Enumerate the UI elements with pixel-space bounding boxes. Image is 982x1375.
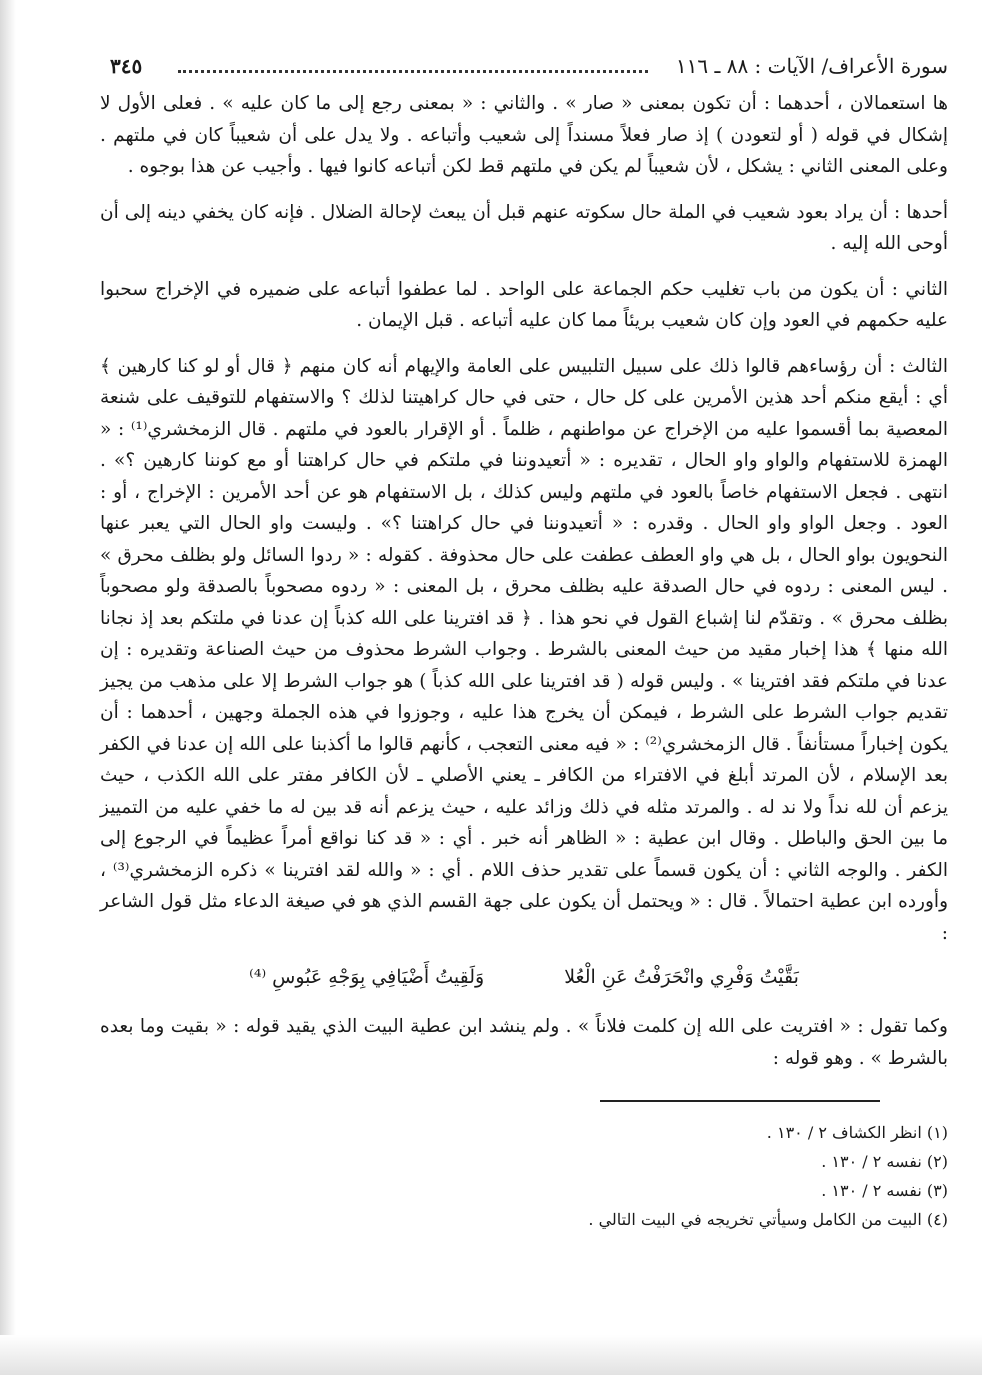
verse-right-hemistich: بَقَّيْتُ وَفْرِي وانْحَرَفْتُ عَنِ الْعُلا	[564, 966, 799, 988]
paragraph-3: الثاني : أن يكون من باب تغليب حكم الجماعة على الواحد . لما عطفوا أتباعه على ضميره في الإخراج سحبوا عليه حكمهم في العود وإن كان شعيب بريئاً مما كان عليه أتباعه . قبل الإيمان .	[100, 278, 948, 331]
paragraph-1: ها استعمالان ، أحدهما : أن تكون بمعنى « صار » . والثاني : « بمعنى رجع إلى ما كان عليه » . فعلى الأول لا إشكال في قوله ( أو لتعودن ) إذ صار فعلاً مسنداً إلى شعيب وأتباعه . ولا يدل على أن شعيباً كان في ملتهم . وعلى المعنى الثاني : يشكل ، لأن شعيباً لم يكن في ملتهم قط لكن أتباعه كانوا فيها . وأجيب عن هذا بوجوه .	[100, 93, 948, 177]
footnote-1: (١) انظر الكشاف ٢ / ١٣٠ .	[766, 1123, 948, 1142]
closing-paragraph: وكما تقول : « افتريت على الله إن كلمت فلاناً » . ولم ينشد ابن عطية البيت الذي يقيد قوله : « بقيت وما بعده بالشرط » . وهو قوله :	[100, 1016, 948, 1069]
paragraph-4: الثالث : أن رؤساءهم قالوا ذلك على سبيل التلبيس على العامة والإيهام أنه كان منهم ﴿ قال أو لو كنا كارهين ﴾ أي : أيقع منكم أحد هذين الأمرين على كل حال ، حتى في حال كراهيتنا لذلك ؟ والاستفهام للتوقيف على شنعة المعصية بما أقسموا عليه من الإخراج عن مواطنهم ، ظلماً . أو الإقرار بالعود في ملتهم . قال الزمخشري⁽¹⁾ : « الهمزة للاستفهام والواو واو الحال ، تقديره : « أتعيدوننا في ملتكم في حال كراهتنا أو مع كوننا كارهين ؟» . انتهى . فجعل الاستفهام خاصاً بالعود في ملتهم وليس كذلك ، بل الاستفهام هو عن أحد الأمرين : الإخراج ، أو : العود . وجعل الواو واو الحال . وقدره : « أتعيدوننا في حال كراهتنا ؟» . وليست واو الحال التي يعبر عنها النحويون بواو الحال ، بل هي واو العطف عطفت على حال محذوفة . كقوله : « ردوا السائل ولو بظلف محرق » . ليس المعنى : ردوه في حال الصدقة عليه بظلف محرق ، بل المعنى : « ردوه مصحوباً بالصدقة ولو مصحوباً بظلف محرق » . وتقدّم لنا إشباع القول في نحو هذا . ﴿ قد افترينا على الله كذباً إن عدنا في ملتكم بعد إذ نجانا الله منها ﴾ هذا إخبار مقيد من حيث المعنى بالشرط . وجواب الشرط محذوف من حيث الصناعة وتقديره : إن عدنا في ملتكم فقد افترينا » . وليس قوله ( قد افترينا على الله كذباً ) هو جواب الشرط إلا على مذهب من يجيز تقديم جواب الشرط على الشرط ، فيمكن أن يخرج هذا عليه ، وجوزوا في هذه الجملة وجهين ، أحدهما : أن يكون إخباراً مستأنفاً . قال الزمخشري⁽²⁾ : « فيه معنى التعجب ، كأنهم قالوا ما أكذبنا على الله إن عدنا في الكفر بعد الإسلام ، لأن المرتد أبلغ في الافتراء من الكافر ـ يعني الأصلي ـ لأن الكافر مفتر على الله الكذب ، حيث يزعم أن لله نداً ولا ند له . والمرتد مثله في ذلك وزائد عليه ، حيث يزعم أنه قد بين له ما خفي عليه من التمييز ما بين الحق والباطل . وقال ابن عطية : « الظاهر أنه خبر . أي : « قد كنا نواقع أمراً عظيماً في الرجوع إلى الكفر . والوجه الثاني : أن يكون قسماً على تقدير حذف اللام . أي : « والله لقد افترينا » ذكره الزمخشري⁽³⁾ ، وأورده ابن عطية احتمالاً . قال : « ويحتمل أن يكون على جهة القسم الذي هو في صيغة الدعاء مثل قول الشاعر :	[100, 355, 948, 944]
footnote-2: (٢) نفسه ٢ / ١٣٠ .	[821, 1152, 948, 1171]
scan-edge-left	[0, 0, 16, 1375]
scan-edge-bottom	[0, 1335, 982, 1375]
page	[100, 48, 948, 1088]
body-text	[100, 88, 948, 1074]
running-title: سورة الأعراف/ الآيات : ٨٨ ـ ١١٦	[675, 54, 948, 78]
page-header	[100, 48, 948, 88]
verse-left-hemistich: وَلَقِيتُ أَضْيَافِي بِوَجْهِ عَبُوسِ ⁽⁴⁾	[249, 966, 485, 988]
page-number: ٣٤٥	[110, 54, 143, 78]
footnotes	[100, 1118, 948, 1234]
paragraph-2: أحدها : أن يراد بعود شعيب في الملة حال سكوته عنهم قبل أن يبعث لإحالة الضلال . فإنه كان يخفي دينه إلى أن أوحى الله إليه .	[100, 201, 949, 254]
footnote-4: (٤) البيت من الكامل وسيأتي تخريجه في البيت التالي .	[588, 1210, 948, 1229]
footnote-separator	[600, 1100, 880, 1102]
poetry-verse	[100, 959, 948, 995]
header-dot-leader	[178, 70, 648, 73]
footnote-3: (٣) نفسه ٢ / ١٣٠ .	[821, 1181, 948, 1200]
